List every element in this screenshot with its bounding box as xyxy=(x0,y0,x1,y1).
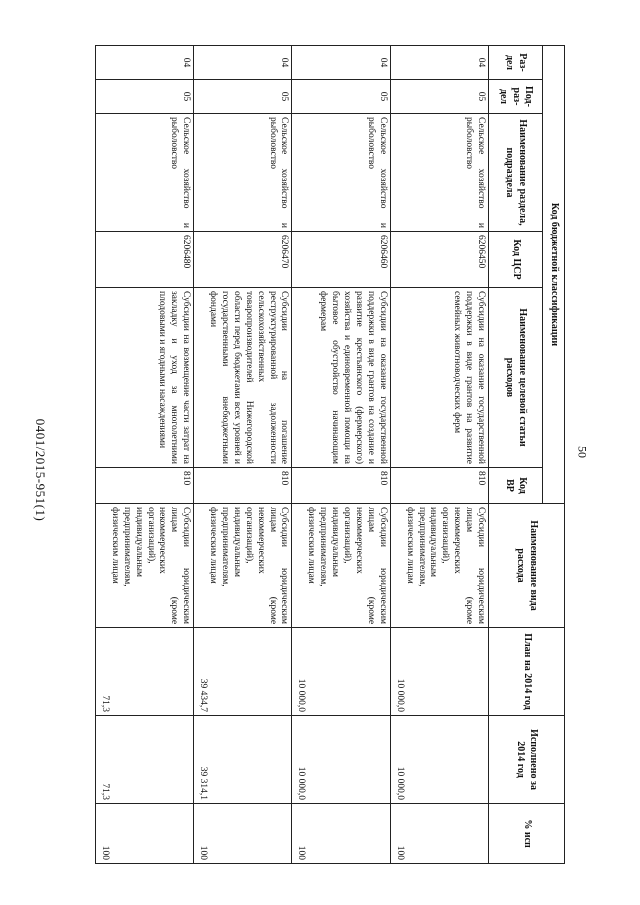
table-rotated-container xyxy=(95,45,565,863)
table-row xyxy=(292,46,390,864)
header-plan: План на 2014 год xyxy=(489,628,565,716)
cell-fact: 71,3 xyxy=(96,716,194,804)
header-fact: Исполнено за 2014 год xyxy=(489,716,565,804)
cell-vr: 810 xyxy=(292,468,390,504)
cell-name-csr: Субсидии на погашение реструктурированной задолженности сельскохозяйственных товаропроизводителей Нижегородской области перед бюджетами всех уровней и государственными внебюджетными фондами xyxy=(194,288,292,468)
cell-name-vr: Субсидии юридическим лицам (кроме некоммерческих организаций), индивидуальным предпринимателям, физическим лицам xyxy=(390,504,488,628)
cell-name-csr: Субсидии на возмещение части затрат на закладку и уход за многолетними плодовыми и ягодными насаждениями xyxy=(96,288,194,468)
cell-razdel: 04 xyxy=(390,46,488,80)
cell-csr: 6206480 xyxy=(96,232,194,288)
cell-pct: 100 xyxy=(194,804,292,864)
header-name-csr: Наименование целевой статьи расходов xyxy=(489,288,543,468)
header-pct: % исп xyxy=(489,804,565,864)
cell-podrazdel: 05 xyxy=(292,80,390,114)
table-row xyxy=(194,46,292,864)
cell-name-vr: Субсидии юридическим лицам (кроме некоммерческих организаций), индивидуальным предпринимателям, физическим лицам xyxy=(96,504,194,628)
cell-name-razdel: Сельское хозяйство и рыболовство xyxy=(292,114,390,232)
cell-razdel: 04 xyxy=(292,46,390,80)
cell-plan: 10 000,0 xyxy=(390,628,488,716)
budget-table-wrapper xyxy=(95,45,565,863)
cell-name-vr: Субсидии юридическим лицам (кроме некоммерческих организаций), индивидуальным предпринимателям, физическим лицам xyxy=(194,504,292,628)
cell-name-razdel: Сельское хозяйство и рыболовство xyxy=(96,114,194,232)
cell-vr: 810 xyxy=(390,468,488,504)
header-vr: Код ВР xyxy=(489,468,543,504)
cell-podrazdel: 05 xyxy=(96,80,194,114)
cell-podrazdel: 05 xyxy=(194,80,292,114)
page-number: 50 xyxy=(575,446,590,458)
cell-csr: 6206460 xyxy=(292,232,390,288)
header-razdel: Раз-дел xyxy=(489,46,543,80)
cell-csr: 6206450 xyxy=(390,232,488,288)
budget-table xyxy=(95,45,565,864)
cell-razdel: 04 xyxy=(96,46,194,80)
cell-fact: 10 000,0 xyxy=(390,716,488,804)
cell-name-razdel: Сельское хозяйство и рыболовство xyxy=(194,114,292,232)
header-csr: Код ЦСР xyxy=(489,232,543,288)
cell-fact: 39 314,1 xyxy=(194,716,292,804)
header-name-vr: Наименование вида расхода xyxy=(489,504,565,628)
cell-name-vr: Субсидии юридическим лицам (кроме некоммерческих организаций), индивидуальным предпринимателям, физическим лицам xyxy=(292,504,390,628)
cell-plan: 39 434,7 xyxy=(194,628,292,716)
table-row xyxy=(96,46,194,864)
cell-name-razdel: Сельское хозяйство и рыболовство xyxy=(390,114,488,232)
cell-name-csr: Субсидии на оказание государственной поддержки в виде грантов на создание и развитие крестьянского (фермерского) хозяйства и единовременной помощи на бытовое обустройство начинающим фермерам xyxy=(292,288,390,468)
cell-name-csr: Субсидии на оказание государственной поддержки в виде грантов на развитие семейных животноводческих ферм xyxy=(390,288,488,468)
cell-podrazdel: 05 xyxy=(390,80,488,114)
document-code: 0401/2015-951(1) xyxy=(33,418,48,522)
table-row xyxy=(390,46,488,864)
cell-vr: 810 xyxy=(194,468,292,504)
cell-pct: 100 xyxy=(390,804,488,864)
cell-razdel: 04 xyxy=(194,46,292,80)
cell-fact: 10 000,0 xyxy=(292,716,390,804)
header-podrazdel: Под-раз-дел xyxy=(489,80,543,114)
group-header: Код бюджетной классификации xyxy=(543,46,565,504)
cell-vr: 810 xyxy=(96,468,194,504)
cell-pct: 100 xyxy=(292,804,390,864)
cell-plan: 71,3 xyxy=(96,628,194,716)
header-name-razdel: Наименование раздела, подраздела xyxy=(489,114,543,232)
cell-pct: 100 xyxy=(96,804,194,864)
cell-plan: 10 000,0 xyxy=(292,628,390,716)
cell-csr: 6206470 xyxy=(194,232,292,288)
